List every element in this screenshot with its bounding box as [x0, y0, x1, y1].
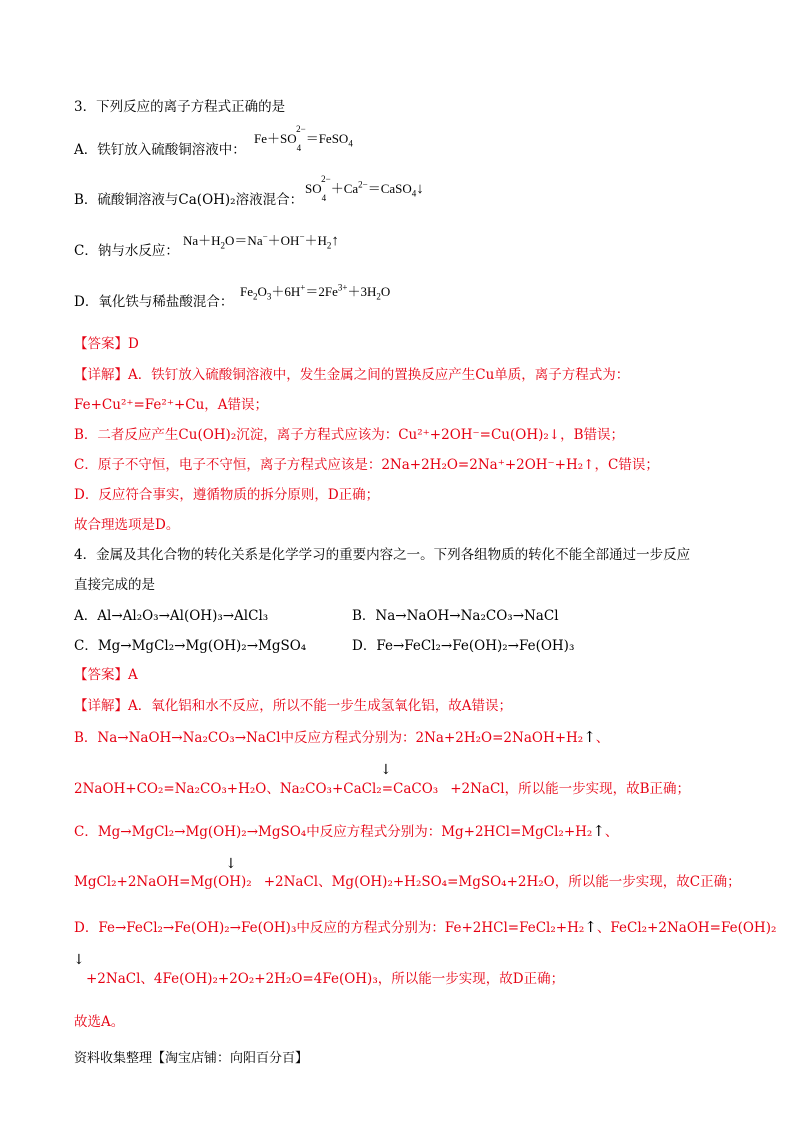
- q4-detail-a: 【详解】A．氧化铝和水不反应，所以不能一步生成氢氧化铝，故A错误；: [74, 698, 512, 714]
- q3-conclusion: 故合理选项是D。: [74, 517, 180, 533]
- q4-detail-c-cont: MgCl₂+2NaOH=Mg(OH)₂ +2NaCl、Mg(OH)₂+H₂SO₄=MgSO₄+2H₂O，所以能一步实现，故C正确；: [74, 874, 741, 890]
- q3-stem: 3．下列反应的离子方程式正确的是: [74, 99, 286, 115]
- q4-conclusion: 故选A。: [74, 1014, 125, 1030]
- q3-option-a-label: A．铁钉放入硫酸铜溶液中：: [74, 142, 246, 158]
- q4-detail-d: D．Fe→FeCl₂→Fe(OH)₂→Fe(OH)₃中反应的方程式分别为：Fe+2HCl=FeCl₂+H₂↑、FeCl₂+2NaOH=Fe(OH)₂: [74, 918, 777, 936]
- q3-detail-a-equation: Fe+Cu²⁺=Fe²⁺+Cu，A错误；: [74, 397, 269, 413]
- q4-detail-b-cont: 2NaOH+CO₂=Na₂CO₃+H₂O、Na₂CO₃+CaCl₂=CaCO₃ +2NaCl，所以能一步实现，故B正确；: [74, 781, 691, 797]
- footer-source: 资料收集整理【淘宝店铺：向阳百分百】: [74, 1051, 309, 1066]
- q3-option-a-equation: $Fe+SO_4^{2-}=FeSO_4$: [254, 123, 353, 153]
- up-arrow-icon: ↑: [583, 728, 596, 746]
- q3-option-c-label: C．钠与水反应：: [74, 243, 179, 259]
- q4-detail-c: C．Mg→MgCl₂→Mg(OH)₂→MgSO₄中反应方程式分别为：Mg+2HCl=MgCl₂+H₂↑、: [74, 822, 619, 840]
- down-arrow-icon: ↓: [73, 952, 85, 968]
- q4-stem-line-2: 直接完成的是: [74, 577, 155, 593]
- down-arrow-icon: ↓: [225, 856, 237, 872]
- q3-option-b-label: B．硫酸铜溶液与Ca(OH)₂溶液混合：: [74, 192, 304, 208]
- q4-option-d: D．Fe→FeCl₂→Fe(OH)₂→Fe(OH)₃: [352, 638, 575, 654]
- down-arrow-icon: ↓: [380, 762, 392, 778]
- q3-option-d-label: D．氧化铁与稀盐酸混合：: [74, 294, 234, 310]
- q4-option-b: B．Na→NaOH→Na₂CO₃→NaCl: [352, 608, 559, 624]
- q4-stem-line-1: 4．金属及其化合物的转化关系是化学学习的重要内容之一。下列各组物质的转化不能全部通过一步反应: [74, 547, 691, 563]
- q4-option-a: A．Al→Al₂O₃→Al(OH)₃→AlCl₃: [74, 608, 269, 624]
- q3-detail-c: C．原子不守恒，电子不守恒，离子方程式应该是：2Na+2H₂O=2Na⁺+2OH⁻+H₂↑，C错误；: [74, 457, 659, 473]
- q3-answer: 【答案】D: [74, 336, 139, 352]
- up-arrow-icon: ↑: [592, 822, 605, 840]
- q3-option-c-equation: $Na+H_2O=Na^-+OH^-+H_2↑$: [183, 231, 339, 251]
- q4-detail-d-cont: +2NaCl、4Fe(OH)₂+2O₂+2H₂O=4Fe(OH)₃，所以能一步实现，故D正确；: [86, 971, 565, 987]
- q3-option-d-equation: $Fe_2O_3+6H^+=2Fe^{3+}+3H_2O$: [240, 282, 391, 302]
- q4-detail-b: B．Na→NaOH→Na₂CO₃→NaCl中反应方程式分别为：2Na+2H₂O=2NaOH+H₂↑、: [74, 728, 610, 746]
- up-arrow-icon: ↑: [584, 918, 597, 936]
- q4-answer: 【答案】A: [74, 667, 138, 683]
- q4-option-c: C．Mg→MgCl₂→Mg(OH)₂→MgSO₄: [74, 638, 307, 654]
- q3-detail-d: D．反应符合事实，遵循物质的拆分原则，D正确；: [74, 487, 380, 503]
- q3-detail-a: 【详解】A．铁钉放入硫酸铜溶液中，发生金属之间的置换反应产生Cu单质，离子方程式为：: [74, 367, 630, 383]
- q3-option-b-equation: $SO_4^{2-}+Ca^{2-}=CaSO_4↓$: [305, 173, 424, 203]
- q3-detail-b: B．二者反应产生Cu(OH)₂沉淀，离子方程式应该为：Cu²⁺+2OH⁻=Cu(OH)₂↓，B错误；: [74, 427, 625, 443]
